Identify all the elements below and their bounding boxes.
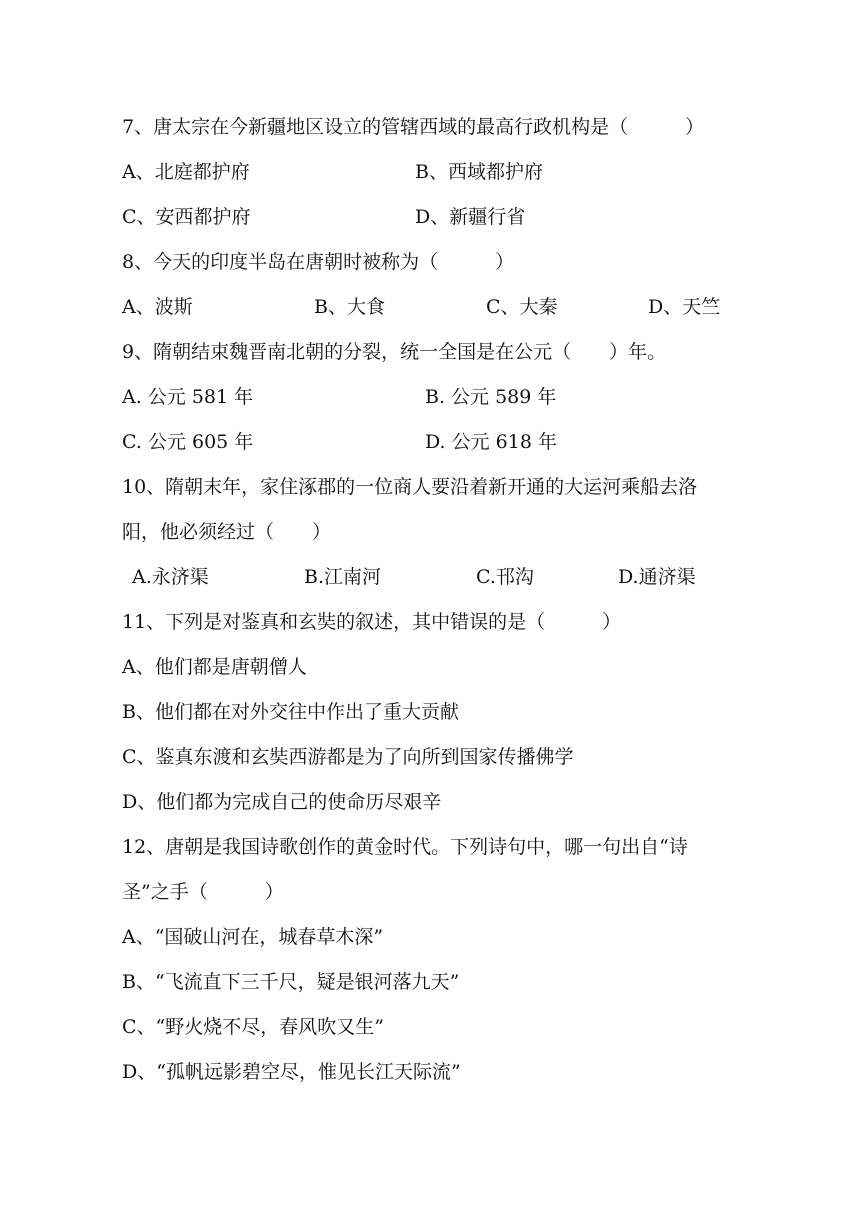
question-10-stem-line-1: 10、隋朝末年，家住涿郡的一位商人要沿着新开通的大运河乘船去洛	[122, 476, 698, 498]
question-11-option-a: A、他们都是唐朝僧人	[122, 656, 307, 678]
question-8-option-a: A、波斯	[122, 296, 193, 318]
question-9-stem: 9、隋朝结束魏晋南北朝的分裂，统一全国是在公元（ ）年。	[122, 341, 667, 363]
question-9-option-d: D. 公元 618 年	[425, 431, 557, 453]
question-7-option-a: A、北庭都护府	[122, 161, 250, 183]
question-12-option-c: C、“野火烧不尽，春风吹又生”	[122, 1016, 384, 1038]
question-8-option-d: D、天竺	[648, 296, 721, 318]
question-11-option-b: B、他们都在对外交往中作出了重大贡献	[122, 701, 459, 723]
question-10-stem-line-2: 阳，他必须经过（ ）	[122, 521, 332, 543]
question-9-option-a: A. 公元 581 年	[122, 386, 254, 408]
question-7-option-b: B、西域都护府	[415, 161, 543, 183]
question-12-stem-line-2: 圣”之手（ ）	[122, 881, 284, 903]
question-12-option-a: A、“国破山河在，城春草木深”	[122, 926, 384, 948]
question-11-stem: 11、下列是对鉴真和玄奘的叙述，其中错误的是（ ）	[122, 611, 622, 633]
question-10-option-a: A.永济渠	[132, 566, 209, 588]
question-10-option-c: C.邗沟	[476, 566, 534, 588]
question-10-option-d: D.通济渠	[618, 566, 696, 588]
question-7-option-d: D、新疆行省	[415, 206, 526, 228]
question-8-option-b: B、大食	[314, 296, 385, 318]
question-10-option-b: B.江南河	[304, 566, 382, 588]
question-7-option-c: C、安西都护府	[122, 206, 251, 228]
question-12-stem-line-1: 12、唐朝是我国诗歌创作的黄金时代。下列诗句中，哪一句出自“诗	[122, 836, 688, 858]
question-8-option-c: C、大秦	[486, 296, 558, 318]
question-9-option-c: C. 公元 605 年	[122, 431, 254, 453]
question-12-option-d: D、“孤帆远影碧空尽，惟见长江天际流”	[122, 1061, 461, 1083]
question-8-stem: 8、今天的印度半岛在唐朝时被称为（ ）	[122, 251, 515, 273]
question-12-option-b: B、“飞流直下三千尺，疑是银河落九天”	[122, 971, 460, 993]
question-9-option-b: B. 公元 589 年	[425, 386, 557, 408]
question-7-stem: 7、唐太宗在今新疆地区设立的管辖西域的最高行政机构是（ ）	[122, 116, 705, 138]
question-11-option-c: C、鉴真东渡和玄奘西游都是为了向所到国家传播佛学	[122, 746, 574, 768]
question-11-option-d: D、他们都为完成自己的使命历尽艰辛	[122, 791, 442, 813]
